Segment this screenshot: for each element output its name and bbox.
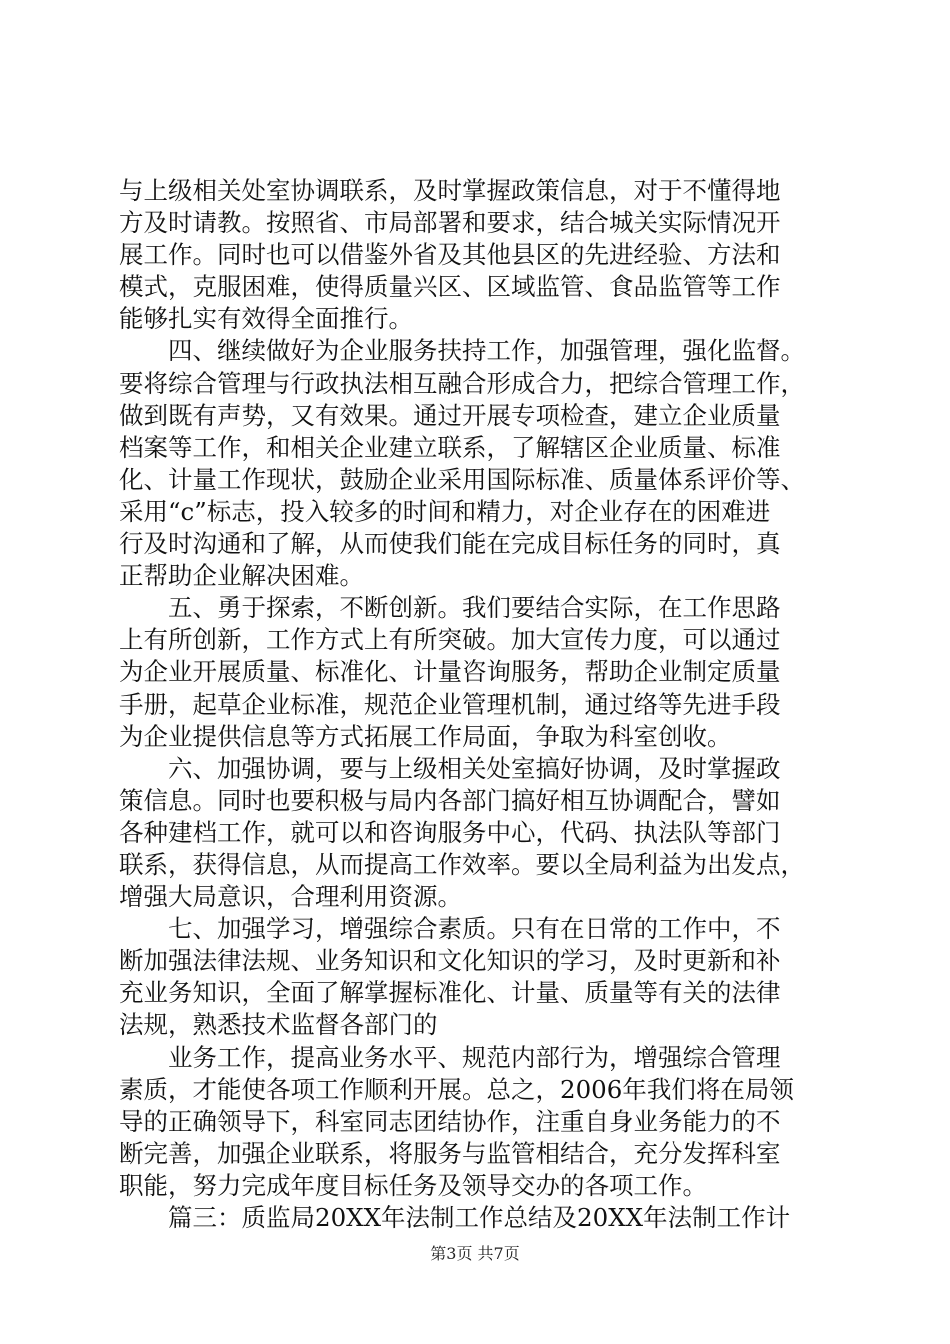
text-line: 为企业提供信息等方式拓展工作局面，争取为科室创收。 <box>119 721 732 751</box>
text-line: 导的正确领导下，科室同志团结协作，注重自身业务能力的不 <box>119 1106 781 1136</box>
text-line: 与上级相关处室协调联系，及时掌握政策信息，对于不懂得地 <box>119 176 781 205</box>
text-line: 正帮助企业解决困难。 <box>119 561 364 591</box>
text-line: 四、继续做好为企业服务扶持工作，加强管理，强化监督。 <box>119 336 805 366</box>
text-line: 化、计量工作现状，鼓励企业采用国际标准、质量体系评价等、 <box>119 464 805 494</box>
text-line: 模式，克服困难，使得质量兴区、区域监管、食品监管等工作 <box>119 272 781 302</box>
text-line: 五、勇于探索，不断创新。我们要结合实际，在工作思路 <box>119 593 781 623</box>
text-line: 职能，努力完成年度目标任务及领导交办的各项工作。 <box>119 1170 707 1200</box>
text-line: 篇三：质监局20XX年法制工作总结及20XX年法制工作计 <box>119 1203 791 1232</box>
text-line: 要将综合管理与行政执法相互融合形成合力，把综合管理工作， <box>119 368 805 398</box>
text-line: 方及时请教。按照省、市局部署和要求，结合城关实际情况开 <box>119 208 781 238</box>
text-line: 行及时沟通和了解，从而使我们能在完成目标任务的同时，真 <box>119 529 781 559</box>
text-line: 上有所创新，工作方式上有所突破。加大宣传力度，可以通过 <box>119 625 781 655</box>
text-line: 联系，获得信息，从而提高工作效率。要以全局利益为出发点， <box>119 849 805 879</box>
text-line: 采用“c”标志，投入较多的时间和精力，对企业存在的困难进 <box>119 496 771 526</box>
text-line: 能够扎实有效得全面推行。 <box>119 304 413 334</box>
text-line: 七、加强学习，增强综合素质。只有在日常的工作中，不 <box>119 914 781 944</box>
text-line: 断加强法律法规、业务知识和文化知识的学习，及时更新和补 <box>119 946 781 976</box>
text-line: 增强大局意识，合理利用资源。 <box>119 882 462 912</box>
text-line: 档案等工作，和相关企业建立联系，了解辖区企业质量、标准 <box>119 432 781 462</box>
text-line: 手册，起草企业标准，规范企业管理机制，通过络等先进手段 <box>119 689 781 719</box>
document-body <box>119 175 839 1234</box>
text-line: 策信息。同时也要积极与局内各部门搞好相互协调配合，譬如 <box>119 785 781 815</box>
text-line: 素质，才能使各项工作顺利开展。总之，2006年我们将在局领 <box>119 1074 794 1104</box>
text-line: 法规，熟悉技术监督各部门的 <box>119 1010 438 1040</box>
text-line: 展工作。同时也可以借鉴外省及其他县区的先进经验、方法和 <box>119 240 781 270</box>
page-footer: 第3页 共7页 <box>430 1244 520 1263</box>
text-line: 做到既有声势，又有效果。通过开展专项检查，建立企业质量 <box>119 400 781 430</box>
text-line: 各种建档工作，就可以和咨询服务中心，代码、执法队等部门 <box>119 817 781 847</box>
text-line: 业务工作，提高业务水平、规范内部行为，增强综合管理 <box>119 1042 781 1072</box>
text-line: 六、加强协调，要与上级相关处室搞好协调，及时掌握政 <box>119 753 781 783</box>
text-line: 充业务知识，全面了解掌握标准化、计量、质量等有关的法律 <box>119 978 781 1008</box>
text-line: 为企业开展质量、标准化、计量咨询服务，帮助企业制定质量 <box>119 657 781 687</box>
text-line: 断完善，加强企业联系，将服务与监管相结合，充分发挥科室 <box>119 1138 781 1168</box>
